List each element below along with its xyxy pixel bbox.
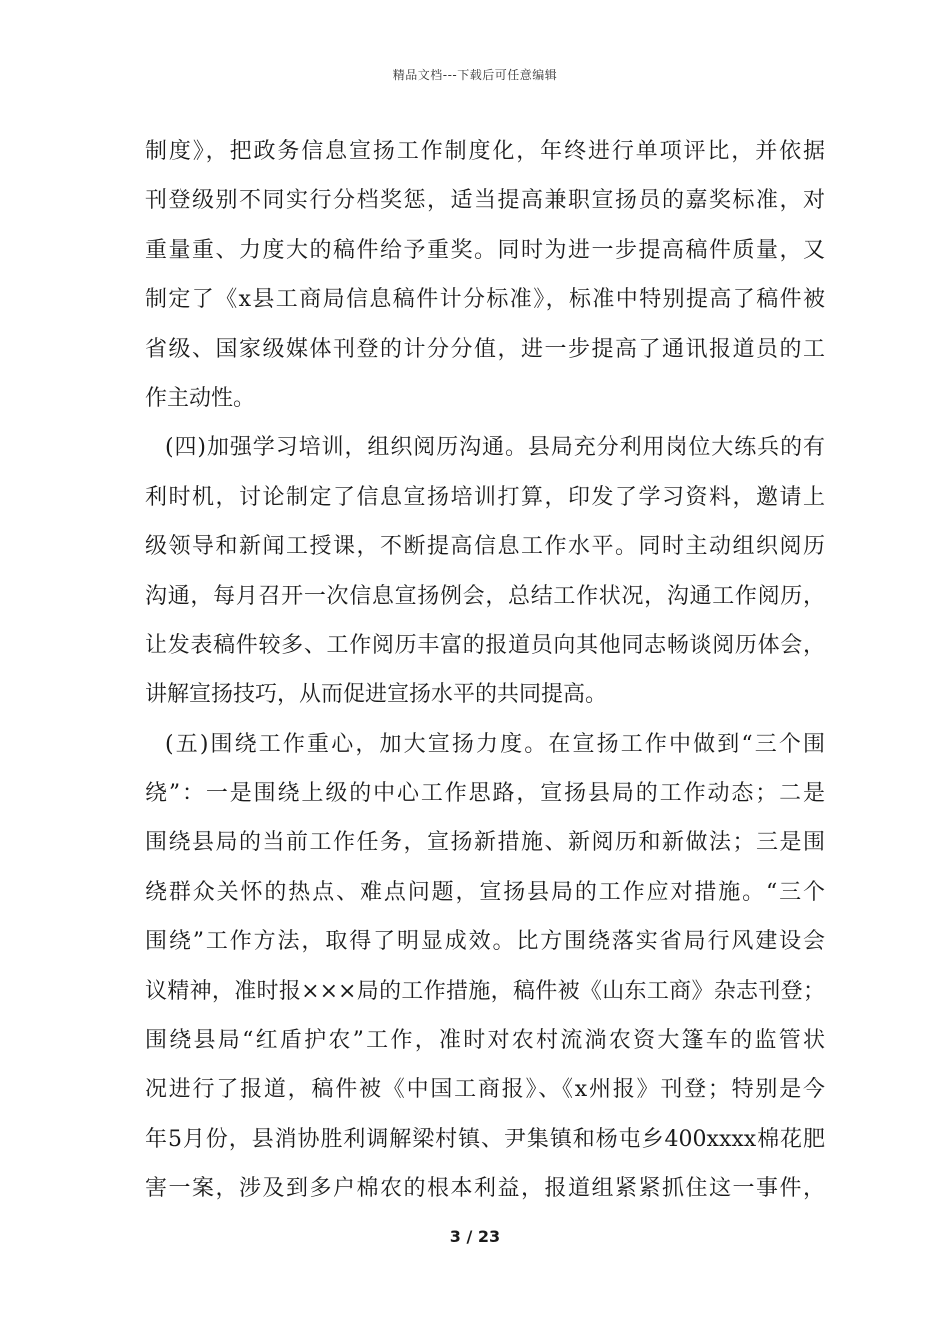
text-line: 议精神，准时报×××局的工作措施，稿件被《山东工商》杂志刊登； [145, 978, 825, 1004]
text-line: 制定了《x县工商局信息稿件计分标准》，标准中特别提高了稿件被 [145, 287, 825, 313]
text-line: 况进行了报道，稿件被《中国工商报》、《x州报》刊登；特别是今 [145, 1077, 825, 1103]
text-line: 利时机，讨论制定了信息宣扬培训打算，印发了学习资料，邀请上 [145, 484, 825, 510]
page-number: 3 / 23 [449, 1227, 501, 1246]
text-line: 绕群众关怀的热点、难点问题，宣扬县局的工作应对措施。“三个 [145, 879, 825, 905]
text-line: 级领导和新闻工授课，不断提高信息工作水平。同时主动组织阅历 [145, 534, 825, 560]
text-line: 围绕县局“红盾护农”工作，准时对农村流淌农资大篷车的监管状 [145, 1028, 825, 1054]
text-line: 作主动性。 [145, 385, 256, 411]
text-line: 年5月份，县消协胜利调解梁村镇、尹集镇和杨屯乡400xxxx棉花肥 [145, 1126, 825, 1152]
text-line: 围绕”工作方法，取得了明显成效。比方围绕落实省局行风建设会 [145, 929, 825, 955]
text-line: 省级、国家级媒体刊登的计分分值，进一步提高了通讯报道员的工 [145, 336, 825, 362]
paragraph-start-line: (五)围绕工作重心，加大宣扬力度。在宣扬工作中做到“三个围 [165, 731, 825, 757]
text-line: 制度》，把政务信息宣扬工作制度化，年终进行单项评比，并依据 [145, 139, 825, 164]
paragraph-start-line: (四)加强学习培训，组织阅历沟通。县局充分利用岗位大练兵的有 [165, 435, 825, 461]
text-line: 重量重、力度大的稿件给予重奖。同时为进一步提高稿件质量，又 [145, 237, 825, 263]
text-line: 绕”：一是围绕上级的中心工作思路，宣扬县局的工作动态；二是 [145, 781, 825, 807]
text-line: 让发表稿件较多、工作阅历丰富的报道员向其他同志畅谈阅历体会， [145, 632, 825, 658]
document-body [145, 127, 825, 1214]
text-line: 围绕县局的当前工作任务，宣扬新措施、新阅历和新做法；三是围 [145, 830, 825, 856]
text-line: 刊登级别不同实行分档奖惩，适当提高兼职宣扬员的嘉奖标准，对 [145, 188, 825, 214]
text-line: 沟通，每月召开一次信息宣扬例会，总结工作状况，沟通工作阅历， [145, 583, 825, 609]
page-header: 精品文档---下载后可任意编辑 [392, 68, 558, 82]
text-line: 害一案，涉及到多户棉农的根本利益，报道组紧紧抓住这一事件， [145, 1176, 825, 1202]
text-line: 讲解宣扬技巧，从而促进宣扬水平的共同提高。 [145, 682, 608, 708]
